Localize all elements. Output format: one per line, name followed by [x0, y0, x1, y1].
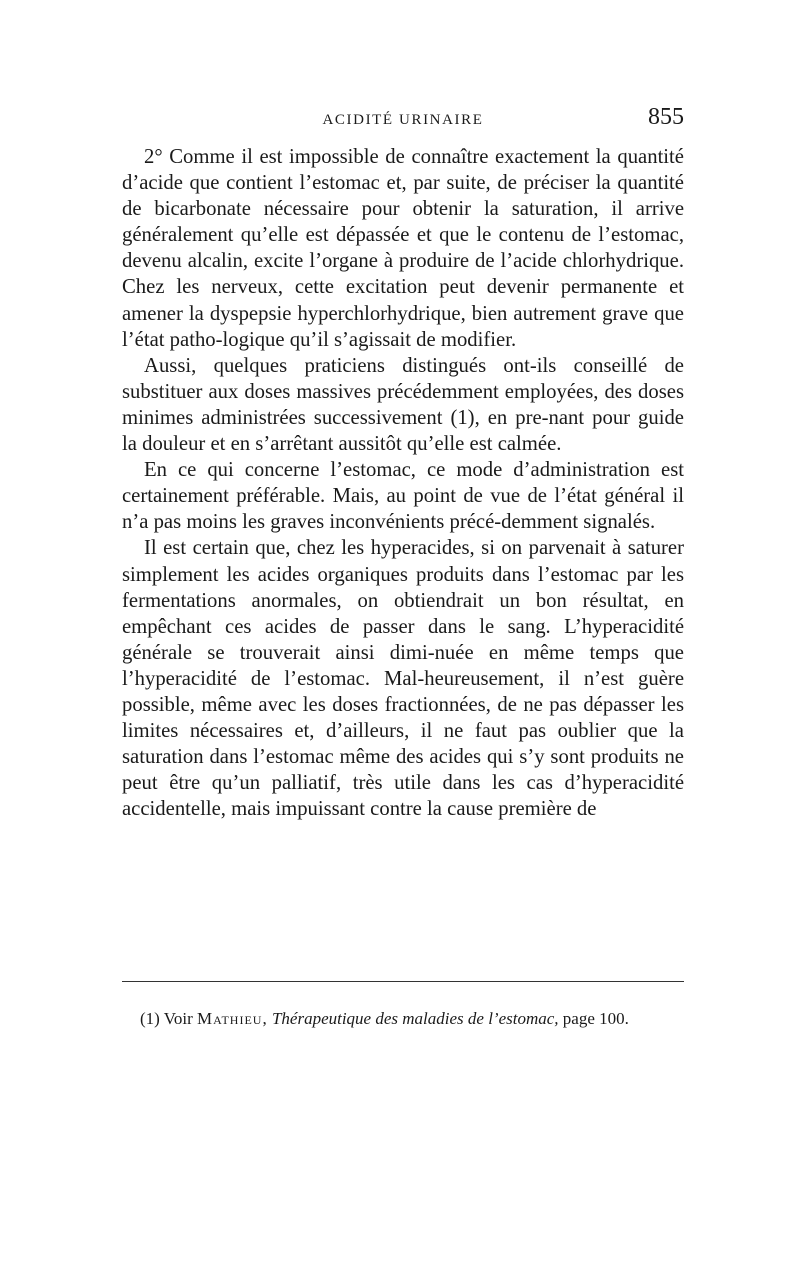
running-title: ACIDITÉ URINAIRE	[322, 112, 484, 128]
footnote-marker: (1) Voir	[140, 1009, 193, 1028]
body-text	[122, 144, 684, 822]
paragraph-2: Aussi, quelques praticiens distingués ont-ils conseillé de substituer aux doses massives précédemment employées, des doses minimes administrées successivement (1), en pre-nant pour guide la douleur et en s’arrêtant aussitôt qu’elle est calmée.	[122, 354, 684, 456]
footnote-page: page 100.	[562, 1009, 629, 1028]
footnote-title: Thérapeutique des maladies de l’estomac,	[271, 1009, 559, 1028]
paragraph-4: Il est certain que, chez les hyperacides, si on parvenait à saturer simplement les acides organiques produits dans l’estomac par les fermentations anormales, on obtiendrait un bon résultat, en empêchant ces acides de passer dans le sang. L’hyperacidité générale se trouverait ainsi dimi-nuée en même temps que l’hyperacidité de l’estomac. Mal-heureusement, il n’est guère possible, même avec les doses fractionnées, de ne pas dépasser les limites nécessaires et, d’ailleurs, il ne faut pas oublier que la saturation dans l’estomac même des acides qui s’y sont produits ne peut être qu’un palliatif, très utile dans les cas d’hyperacidité accidentelle, mais impuissant contre la cause première de	[122, 537, 684, 821]
footnote-author: Mathieu,	[197, 1009, 268, 1028]
page-number: 855	[648, 104, 684, 130]
footnote	[122, 1006, 684, 1031]
paragraph-1: 2° Comme il est impossible de connaître exactement la quantité d’acide que contient l’estomac et, par suite, de préciser la quantité de bicarbonate nécessaire pour obtenir la saturation, il arrive généralement qu’elle est dépassée et que le contenu de l’estomac, devenu alcalin, excite l’organe à produire de l’acide chlorhydrique. Chez les nerveux, cette excitation peut devenir permanente et amener la dyspepsie hyperchlorhydrique, bien autrement grave que l’état patho-logique qu’il s’agissait de modifier.	[122, 146, 684, 351]
page-header	[122, 104, 684, 134]
footnote-separator	[122, 981, 684, 982]
paragraph-3: En ce qui concerne l’estomac, ce mode d’administration est certainement préférable. Mais, au point de vue de l’état général il n’a pas moins les graves inconvénients précé-demment signalés.	[122, 459, 684, 534]
